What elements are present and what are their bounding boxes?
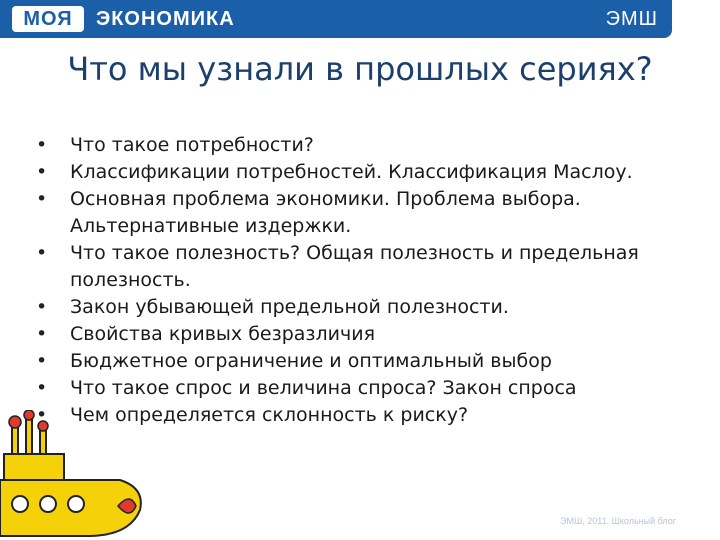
bullet-item: • Закон убывающей предельной полезности.	[34, 294, 674, 321]
bullet-item: • Что такое потребности?	[34, 132, 674, 159]
logo-box: МОЯ	[12, 6, 84, 32]
bullet-item: • Классификации потребностей. Классификация Маслоу.	[34, 159, 674, 186]
bullet-list	[34, 132, 674, 429]
bullet-item: • Основная проблема экономики. Проблема выбора. Альтернативные издержки.	[34, 186, 674, 240]
yellow-submarine-icon	[0, 410, 150, 540]
bullet-item: • Свойства кривых безразличия	[34, 321, 674, 348]
bullet-item: • Что такое полезность? Общая полезность и предельная полезность.	[34, 240, 674, 294]
bullet-item: • Чем определяется склонность к риску?	[34, 402, 674, 429]
slide-title: Что мы узнали в прошлых сериях?	[67, 50, 653, 88]
bullet-item: • Что такое спрос и величина спроса? Закон спроса	[34, 375, 674, 402]
header-bar	[0, 0, 672, 38]
bullet-item: • Бюджетное ограничение и оптимальный выбор	[34, 348, 674, 375]
org-label: ЭМШ	[605, 8, 658, 30]
footer-caption: ЭМШ, 2011. Школьный блог	[560, 516, 676, 526]
logo-word: ЭКОНОМИКА	[96, 8, 235, 30]
